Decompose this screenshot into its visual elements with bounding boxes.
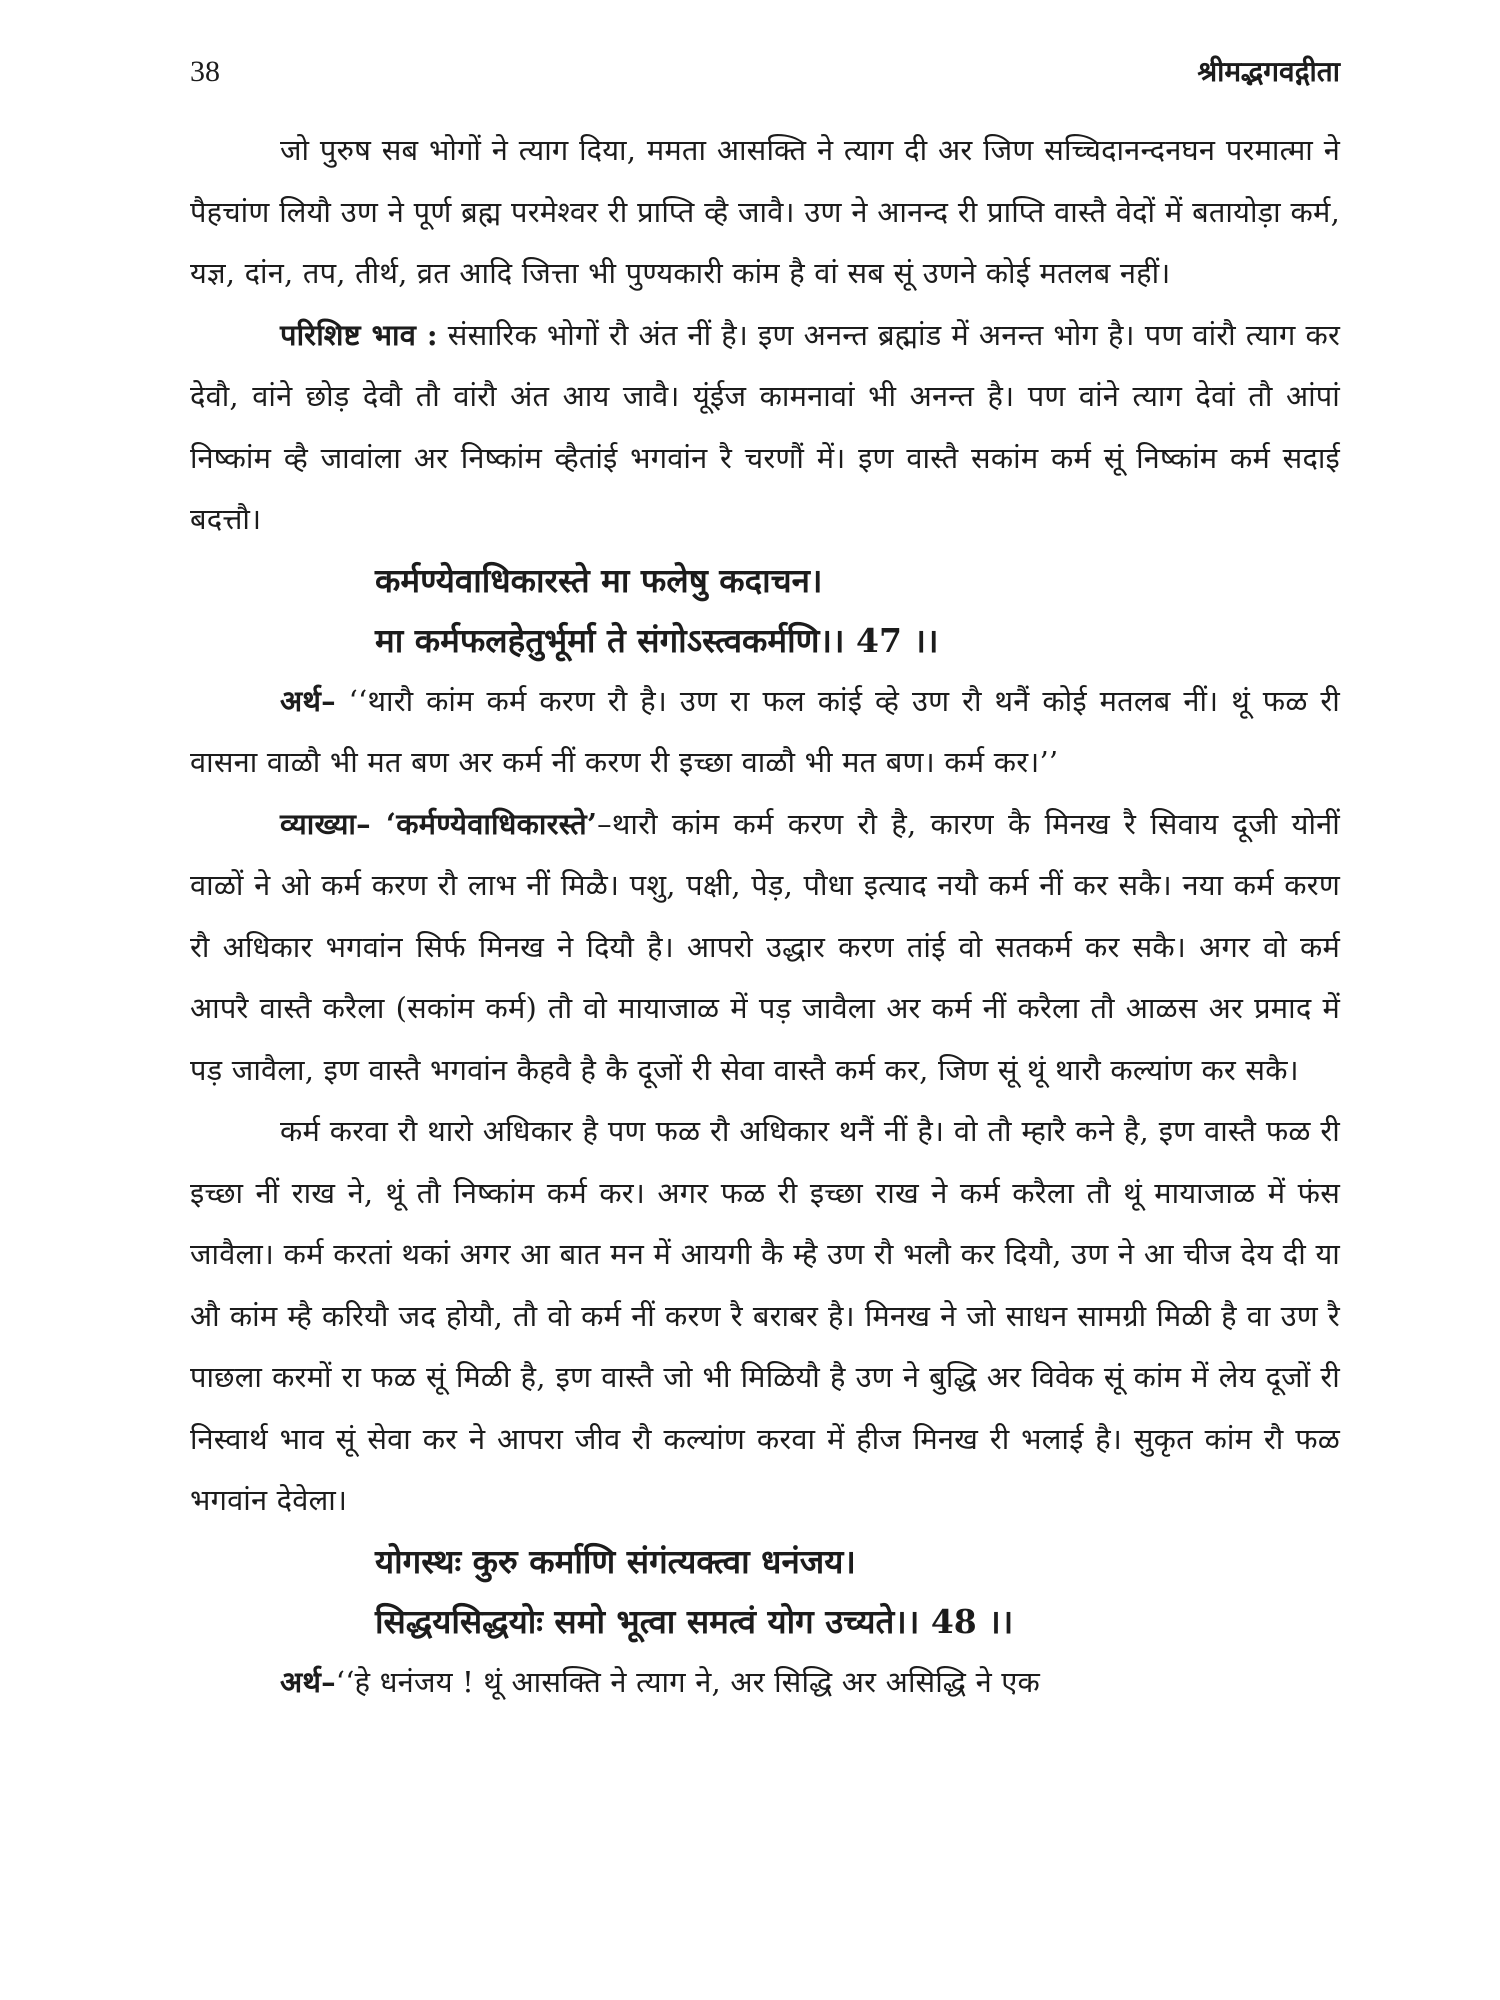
paragraph-parishisht	[190, 305, 1340, 551]
verse-47-line-1: कर्मण्येवाधिकारस्ते मा फलेषु कदाचन।	[375, 560, 823, 600]
paragraph-karma: कर्म करवा रौ थारो अधिकार है पण फळ रौ अधिकार थनैं नीं है। वो तौ म्हारै कने है, इण वास्तै फळ री इच्छा नीं राख ने, थूं तौ निष्कांम कर्म कर। अगर फळ री इच्छा राख ने कर्म करैला तौ थूं मायाजाळ में फंस जावैला। कर्म करतां थकां अगर आ बात मन में आयगी कै म्है उण रौ भलौ कर दियौ, उण ने आ चीज देय दी या औ कांम म्है करियौ जद होयौ, तौ वो कर्म नीं करण रै बराबर है। मिनख ने जो साधन सामग्री मिळी है वा उण रै पाछला करमों रा फळ सूं मिळी है, इण वास्तै जो भी मिळियौ है उण ने बुद्धि अर विवेक सूं कांम में लेय दूजों री निस्वार्थ भाव सूं सेवा कर ने आपरा जीव रौ कल्यांण करवा में हीज मिनख री भलाई है। सुकृत कांम रौ फळ भगवांन देवेला।	[190, 1114, 1340, 1517]
meaning-48-label: अर्थ–	[280, 1664, 336, 1699]
paragraph-meaning-47	[190, 671, 1340, 794]
verse-48-line-2: सिद्धयसिद्धयोः समो भूत्वा समत्वं योग उच्यते।। 48 ।।	[375, 1601, 1014, 1641]
paragraph-meaning-48	[190, 1652, 1340, 1714]
page-header	[190, 52, 1340, 90]
running-title: श्रीमद्भगवद्गीता	[1197, 55, 1340, 88]
paragraph-commentary: जो पुरुष सब भोगों ने त्याग दिया, ममता आसक्ति ने त्याग दी अर जिण सच्चिदानन्दनघन परमात्मा ने पैहचांण लियौ उण ने पूर्ण ब्रह्म परमेश्वर री प्राप्ति व्है जावै। उण ने आनन्द री प्राप्ति वास्तै वेदों में बतायोड़ा कर्म, यज्ञ, दांन, तप, तीर्थ, व्रत आदि जित्ता भी पुण्यकारी कांम है वां सब सूं उणने कोई मतलब नहीं।	[190, 133, 1340, 290]
verse-47-line-2: मा कर्मफलहेतुर्भूर्मा ते संगोऽस्त्वकर्मणि।। 47 ।।	[375, 620, 939, 660]
page-number: 38	[190, 55, 220, 88]
meaning-label: अर्थ–	[280, 683, 336, 718]
explanation-text: –थारौ कांम कर्म करण रौ है, कारण कै मिनख रै सिवाय दूजी योनीं वाळों ने ओ कर्म करण रौ लाभ नीं मिळै। पशु, पक्षी, पेड़, पौधा इत्याद नयौ कर्म नीं कर सकै। नया कर्म करण रौ अधिकार भगवांन सिर्फ मिनख ने दियौ है। आपरो उद्धार करण तांई वो सतकर्म कर सकै। अगर वो कर्म आपरै वास्तै करैला (सकांम कर्म) तौ वो मायाजाळ में पड़ जावैला अर कर्म नीं करैला तौ आळस अर प्रमाद में पड़ जावैला, इण वास्तै भगवांन कैहवै है कै दूजों री सेवा वास्तै कर्म कर, जिण सूं थूं थारौ कल्यांण कर सकै।	[190, 806, 1340, 1087]
verse-48	[190, 1532, 1340, 1652]
meaning-text: ‘‘थारौ कांम कर्म करण रौ है। उण रा फल कांई व्हे उण रौ थनैं कोई मतलब नीं। थूं फळ री वासना वाळौ भी मत बण अर कर्म नीं करण री इच्छा वाळौ भी मत बण। कर्म कर।’’	[190, 683, 1340, 779]
meaning-48-text: ‘‘हे धनंजय ! थूं आसक्ति ने त्याग ने, अर सिद्धि अर असिद्धि ने एक	[335, 1664, 1041, 1699]
verse-47	[190, 551, 1340, 671]
paragraph-explanation	[190, 794, 1340, 1102]
parishisht-label: परिशिष्ट भाव :	[280, 317, 438, 352]
verse-48-line-1: योगस्थः कुरु कर्माणि संगंत्यक्त्वा धनंजय।	[375, 1541, 856, 1581]
parishisht-text: संसारिक भोगों रौ अंत नीं है। इण अनन्त ब्रह्मांड में अनन्त भोग है। पण वांरौ त्याग कर देवौ, वांने छोड़ देवौ तौ वांरौ अंत आय जावै। यूंईज कामनावां भी अनन्त है। पण वांने त्याग देवां तौ आंपां निष्कांम व्है जावांला अर निष्कांम व्हैतांई भगवांन रै चरणौं में। इण वास्तै सकांम कर्म सूं निष्कांम कर्म सदाई बदत्तौ।	[190, 317, 1341, 536]
page-body	[190, 120, 1340, 1713]
explanation-label: व्याख्या– ‘कर्मण्येवाधिकारस्ते’	[280, 806, 598, 841]
